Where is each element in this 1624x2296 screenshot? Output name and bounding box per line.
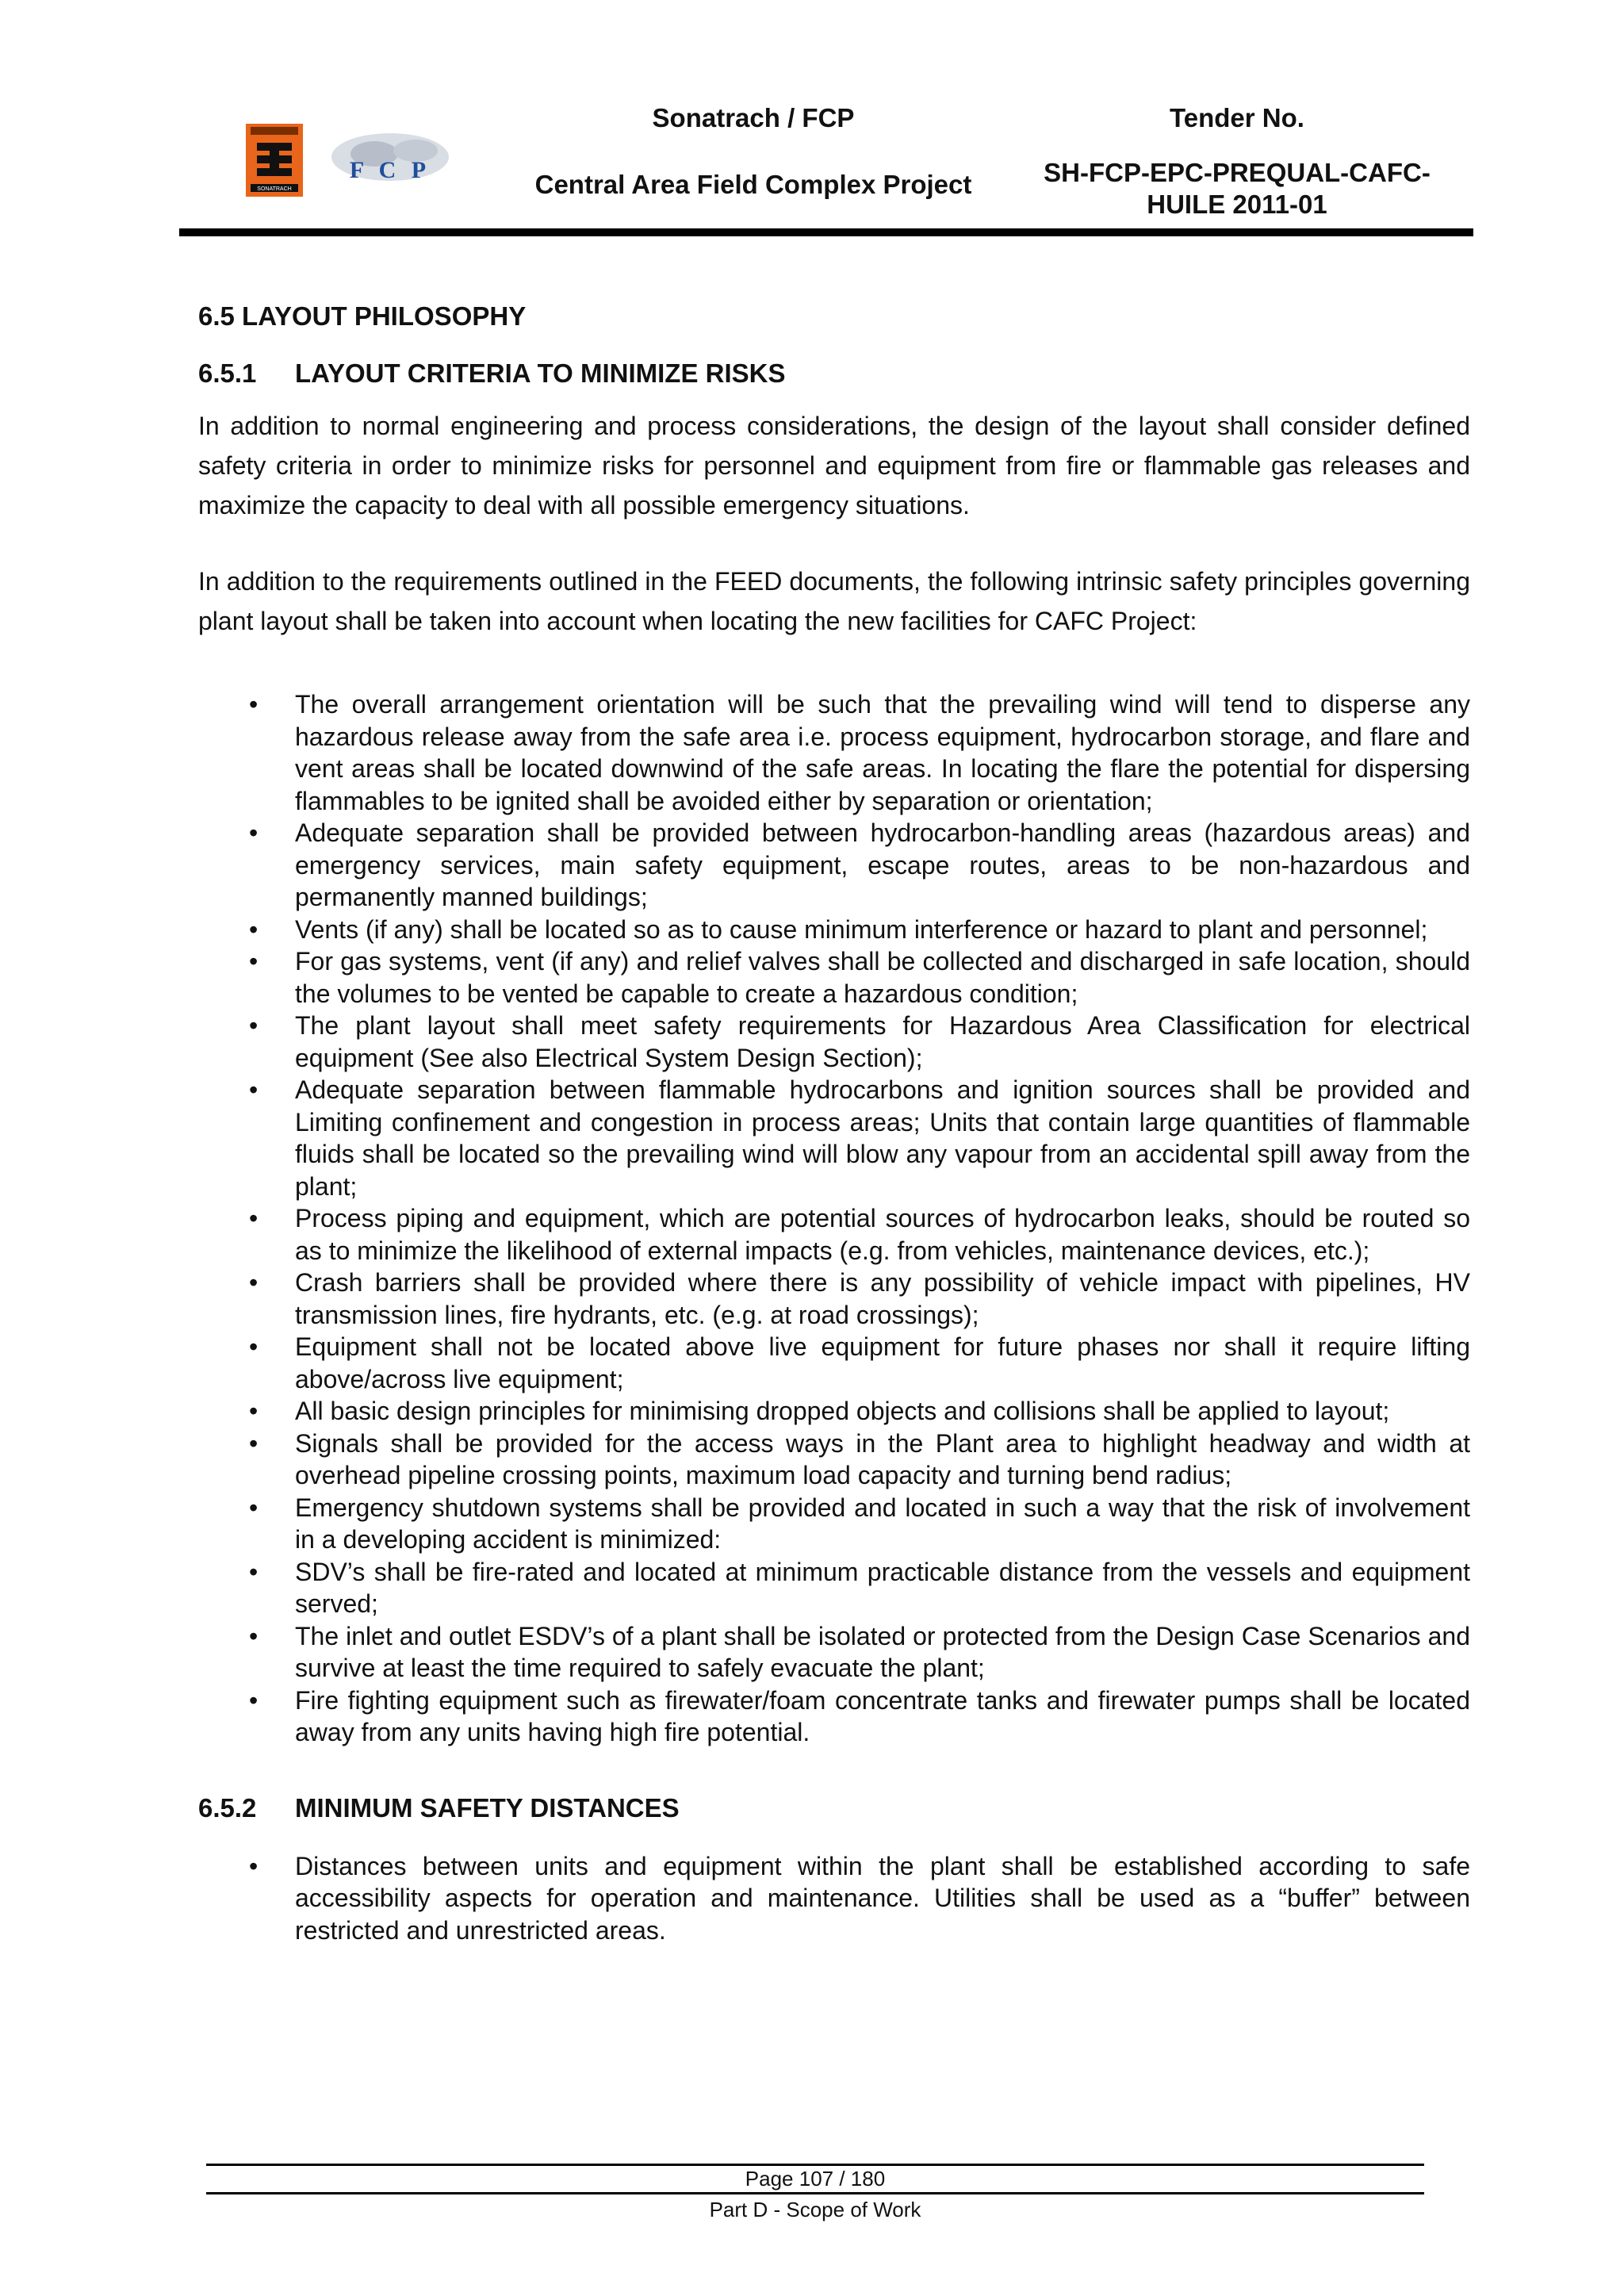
list-item [198, 1428, 1470, 1492]
company-name: Sonatrach / FCP [652, 103, 855, 132]
fcp-logo [327, 127, 454, 198]
bullet-icon: • [249, 1557, 259, 1586]
list-item-text: Adequate separation shall be provided between hydrocarbon-handling areas (hazardous areas) and emergency services, main safety equipment, escape routes, areas to be non-hazardous and permanently manned buildings; [295, 818, 1470, 911]
tender-label: Tender No. [1170, 103, 1304, 132]
footer-divider-top [206, 2164, 1424, 2166]
subsection-number: 6.5.1 [198, 358, 257, 388]
list-item-text: Vents (if any) shall be located so as to cause minimum interference or hazard to plant and personnel; [295, 914, 1428, 944]
page-number: Page 107 / 180 [745, 2167, 886, 2191]
document-body [198, 301, 1470, 1991]
list-item [198, 1620, 1470, 1685]
list-item-text: Adequate separation between flammable hydrocarbons and ignition sources shall be provided and Limiting confinement and congestion in process areas; Units that contain large quantities of flammable fluids shall be located so the prevailing wind will blow any vapour from an accidental spill away from the plant; [295, 1075, 1470, 1201]
bullet-icon: • [249, 1011, 259, 1040]
bullet-icon: • [249, 1851, 259, 1880]
bullet-icon: • [249, 1685, 259, 1715]
subsection-heading [198, 358, 1470, 389]
list-item-text: The overall arrangement orientation will be such that the prevailing wind will tend to disperse any hazardous release away from the safe area i.e. process equipment, hydrocarbon storage, and flare and vent areas shall be located downwind of the safe areas. In locating the flare the potential for dispersing flammables to be ignited shall be avoided either by separation or orientation; [295, 690, 1470, 815]
list-item [198, 914, 1470, 946]
bullet-icon: • [249, 1428, 259, 1458]
subsection-title: LAYOUT CRITERIA TO MINIMIZE RISKS [295, 358, 786, 388]
list-item [198, 1850, 1470, 1947]
list-item [198, 1556, 1470, 1620]
list-item [198, 688, 1470, 817]
bullet-icon: • [249, 1397, 259, 1425]
list-item-text: Distances between units and equipment within the plant shall be established according to safe accessibility aspects for operation and maintenance. Utilities shall be used as a “buffer” between restricted and unrestricted areas. [295, 1851, 1470, 1945]
subsection-heading [198, 1793, 1470, 1823]
fcp-logo-text: F C P [349, 157, 431, 183]
bullet-icon: • [249, 1075, 259, 1104]
project-name: Central Area Field Complex Project [534, 170, 972, 199]
list-item-text: The plant layout shall meet safety requirements for Hazardous Area Classification for electrical equipment (See also Electrical System Design Section); [295, 1011, 1470, 1072]
list-item [198, 1492, 1470, 1556]
list-item [198, 1074, 1470, 1202]
header-divider [179, 228, 1473, 236]
list-item-text: Fire fighting equipment such as firewater/foam concentrate tanks and firewater pumps shall be located away from any units having high fire potential. [295, 1685, 1470, 1746]
list-item-text: Emergency shutdown systems shall be provided and located in such a way that the risk of involvement in a developing accident is minimized: [295, 1493, 1470, 1554]
list-item [198, 1395, 1470, 1428]
list-item-text: All basic design principles for minimising dropped objects and collisions shall be applied to layout; [295, 1397, 1390, 1425]
bullet-list [198, 1850, 1470, 1947]
list-item-text: The inlet and outlet ESDV’s of a plant shall be isolated or protected from the Design Case Scenarios and survive at least the time required to safely evacuate the plant; [295, 1621, 1470, 1682]
bullet-icon: • [249, 1621, 259, 1650]
list-item-text: Process piping and equipment, which are potential sources of hydrocarbon leaks, should be routed so as to minimize the likelihood of external impacts (e.g. from vehicles, maintenance devices, etc.); [295, 1204, 1470, 1265]
list-item-text: SDV’s shall be fire-rated and located at minimum practicable distance from the vessels and equipment served; [295, 1557, 1470, 1618]
bullet-icon: • [249, 690, 259, 719]
list-item [198, 1331, 1470, 1395]
list-item [198, 1010, 1470, 1074]
bullet-icon: • [249, 1204, 259, 1232]
bullet-list [198, 688, 1470, 1749]
list-item-text: Signals shall be provided for the access ways in the Plant area to highlight headway and width at overhead pipeline crossing points, maximum load capacity and turning bend radius; [295, 1428, 1470, 1489]
sonatrach-logo [246, 124, 303, 197]
subsection-title: MINIMUM SAFETY DISTANCES [295, 1792, 680, 1823]
list-item-text: Equipment shall not be located above live equipment for future phases nor shall it require lifting above/across live equipment; [295, 1332, 1470, 1393]
sonatrach-logo-text: SONATRACH [257, 186, 292, 192]
header-logos [238, 119, 460, 206]
bullet-icon: • [249, 947, 259, 976]
bullet-icon: • [249, 914, 259, 944]
paragraph: In addition to the requirements outlined in the FEED documents, the following intrinsic safety principles governing plant layout shall be taken into account when locating the new facilities for CAFC Project: [198, 567, 1470, 635]
footer-part-label: Part D - Scope of Work [709, 2198, 921, 2221]
subsection-number: 6.5.2 [198, 1792, 257, 1823]
list-item [198, 1202, 1470, 1267]
list-item [198, 817, 1470, 914]
bullet-icon: • [249, 1493, 259, 1522]
bullet-icon: • [249, 818, 259, 847]
list-item-text: Crash barriers shall be provided where there is any possibility of vehicle impact with pipelines, HV transmission lines, fire hydrants, etc. (e.g. at road crossings); [295, 1268, 1470, 1329]
bullet-icon: • [249, 1332, 259, 1361]
list-item [198, 945, 1470, 1010]
tender-number: SH-FCP-EPC-PREQUAL-CAFC-HUILE 2011-01 [1044, 158, 1431, 219]
bullet-icon: • [249, 1268, 259, 1297]
list-item [198, 1267, 1470, 1331]
paragraph: In addition to normal engineering and process considerations, the design of the layout shall consider defined safety criteria in order to minimize risks for personnel and equipment from fire or flammable gas releases and maximize the capacity to deal with all possible emergency situations. [198, 412, 1470, 519]
list-item [198, 1685, 1470, 1749]
section-title: 6.5 LAYOUT PHILOSOPHY [198, 301, 527, 331]
footer-divider-bottom [206, 2192, 1424, 2194]
list-item-text: For gas systems, vent (if any) and relief valves shall be collected and discharged in safe location, should the volumes to be vented be capable to create a hazardous condition; [295, 947, 1470, 1008]
